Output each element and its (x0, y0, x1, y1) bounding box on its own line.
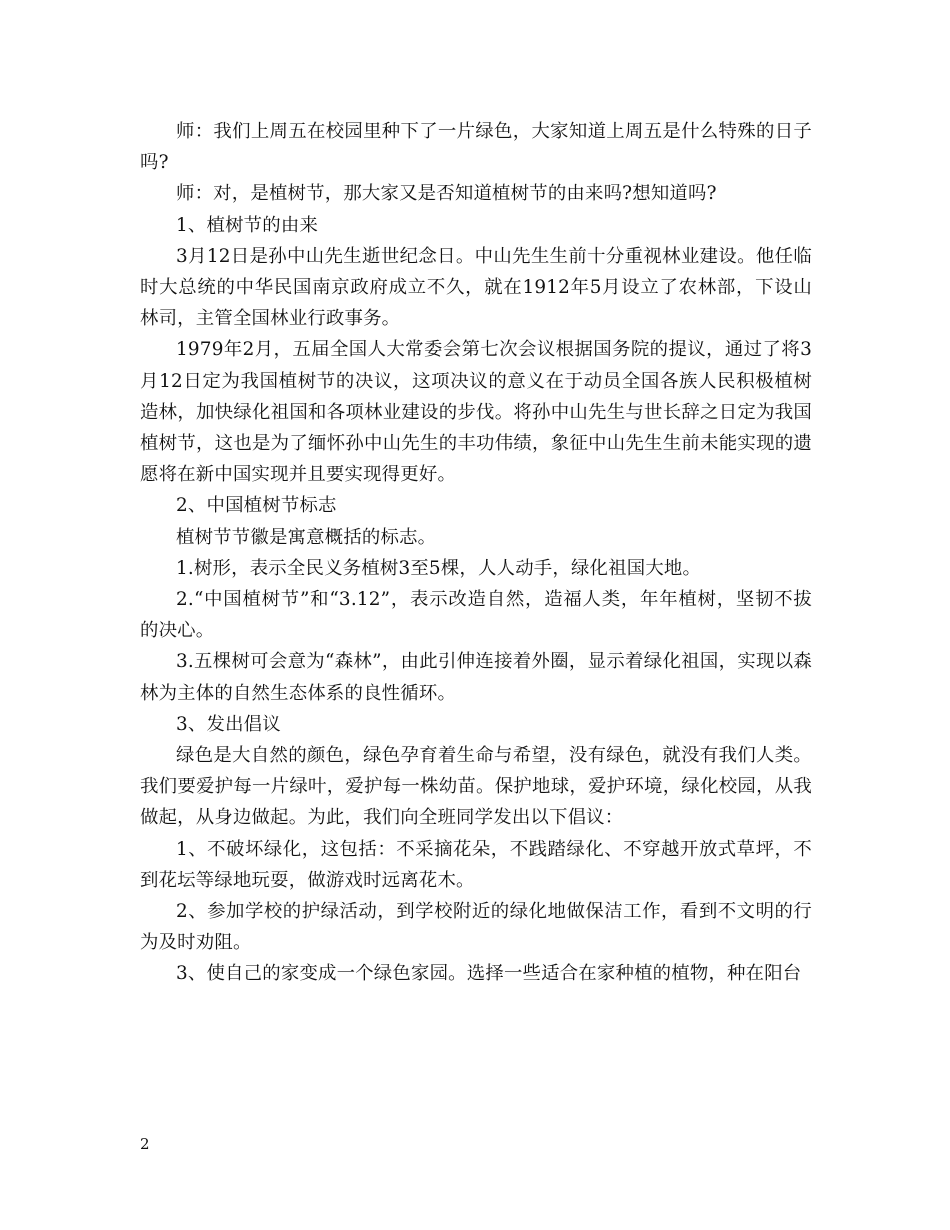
paragraph: 师：对，是植树节，那大家又是否知道植树节的由来吗?想知道吗? (176, 183, 717, 205)
page-number: 2 (140, 1135, 150, 1153)
paragraph: 绿色是大自然的颜色，绿色孕育着生命与希望，没有绿色，就没有我们人类。我们要爱护每一片绿叶，爱护每一株幼苗。保护地球，爱护环境，绿化校园，从我做起，从身边做起。为此，我们向全班同学发出以下倡议： (140, 745, 812, 829)
list-item: 3、使自己的家变成一个绿色家园。选择一些适合在家种植的植物，种在阳台 (176, 963, 802, 985)
list-item: 2.“中国植树节”和“3.12”，表示改造自然，造福人类，年年植树，坚韧不拔的决心。 (140, 589, 812, 642)
list-item: 3.五棵树可会意为“森林”，由此引伸连接着外圈，显示着绿化祖国，实现以森林为主体的自然生态体系的良性循环。 (140, 651, 812, 704)
document-body (140, 116, 812, 990)
section-heading: 1、植树节的由来 (176, 214, 319, 236)
section-heading: 2、中国植树节标志 (176, 495, 337, 517)
paragraph: 植树节节徽是寓意概括的标志。 (176, 526, 437, 548)
paragraph: 3月12日是孙中山先生逝世纪念日。中山先生生前十分重视林业建设。他任临时大总统的中华民国南京政府成立不久，就在1912年5月设立了农林部，下设山林司，主管全国林业行政事务。 (140, 245, 812, 330)
list-item: 1.树形，表示全民义务植树3至5棵，人人动手，绿化祖国大地。 (176, 557, 702, 579)
list-item: 2、参加学校的护绿活动，到学校附近的绿化地做保洁工作，看到不文明的行为及时劝阻。 (140, 901, 812, 954)
paragraph: 1979年2月，五届全国人大常委会第七次会议根据国务院的提议，通过了将3月12日定为我国植树节的决议，这项决议的意义在于动员全国各族人民积极植树造林，加快绿化祖国和各项林业建设的步伐。将孙中山先生与世长辞之日定为我国植树节，这也是为了缅怀孙中山先生的丰功伟绩，象征中山先生生前未能实现的遗愿将在新中国实现并且要实现得更好。 (140, 339, 812, 486)
list-item: 1、不破坏绿化，这包括：不采摘花朵，不践踏绿化、不穿越开放式草坪，不到花坛等绿地玩耍，做游戏时远离花木。 (140, 838, 812, 891)
section-heading: 3、发出倡议 (176, 713, 281, 735)
paragraph: 师：我们上周五在校园里种下了一片绿色，大家知道上周五是什么特殊的日子吗? (140, 121, 812, 174)
